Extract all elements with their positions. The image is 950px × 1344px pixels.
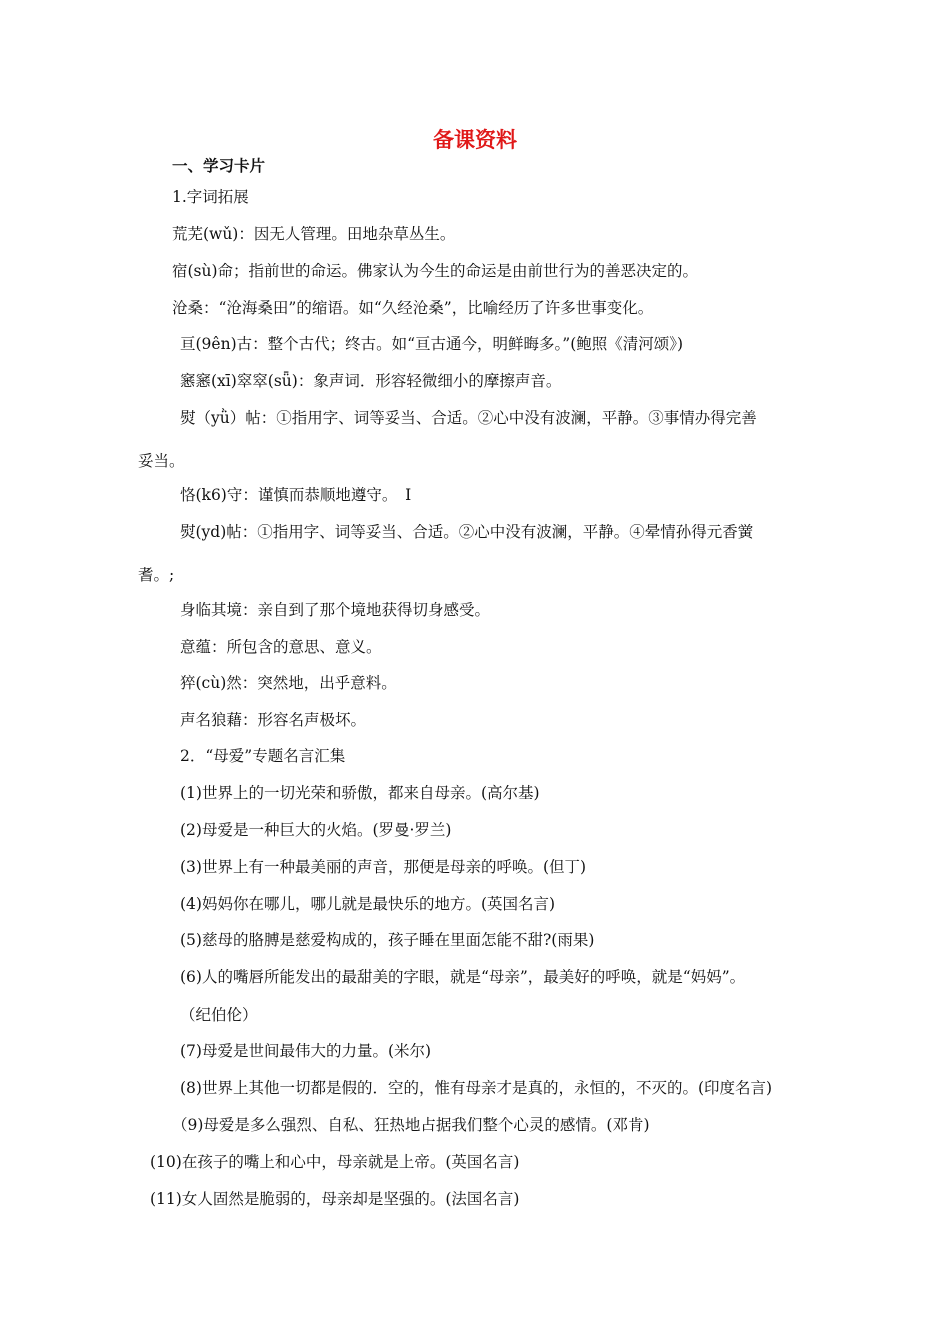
text-line: (5)慈母的胳膊是慈爱构成的，孩子睡在里面怎能不甜?(雨果): [180, 931, 595, 949]
text-line: 猝(cù)然：突然地，出乎意料。: [180, 674, 397, 692]
text-line: 熨（yǜ）帖：①指用字、词等妥当、合适。②心中没有波澜，平静。③事情办得完善: [180, 409, 757, 427]
text-line: 1.字词拓展: [172, 188, 249, 206]
page-title: 备课资料: [433, 128, 517, 152]
section-heading: 一、学习卡片: [172, 157, 266, 175]
text-line: (10)在孩子的嘴上和心中，母亲就是上帝。(英国名言): [150, 1153, 520, 1171]
text-line: 恪(k6)守：谨慎而恭顺地遵守。 I: [180, 486, 412, 504]
text-line: (8)世界上其他一切都是假的．空的，惟有母亲才是真的，永恒的，不灭的。(印度名言): [180, 1079, 773, 1097]
text-line: (11)女人固然是脆弱的，母亲却是坚强的。(法国名言): [150, 1190, 520, 1208]
text-line: (3)世界上有一种最美丽的声音，那便是母亲的呼唤。(但丁): [180, 858, 587, 876]
text-line: 宿(sù)命；指前世的命运。佛家认为今生的命运是由前世行为的善恶决定的。: [172, 262, 699, 280]
text-line: 窸窸(xī)窣窣(sǖ)：象声词．形容轻微细小的摩擦声音。: [180, 372, 562, 390]
text-line: (4)妈妈你在哪儿，哪儿就是最快乐的地方。(英国名言): [180, 895, 556, 913]
text-line: 亘(9ên)古：整个古代；终古。如“亘古通今，明鲜晦多。”(鲍照《清河颂》): [180, 335, 684, 353]
text-line: 2．“母爱”专题名言汇集: [180, 747, 346, 765]
text-line: 意蕴：所包含的意思、意义。: [180, 638, 382, 656]
text-line: 声名狼藉：形容名声极坏。: [180, 711, 367, 729]
text-line: 熨(yd)帖：①指用字、词等妥当、合适。②心中没有波澜，平静。④晕情孙得元香黉: [180, 523, 754, 541]
text-line: （9)母爱是多么强烈、自私、狂热地占据我们整个心灵的感情。(邓肯): [172, 1116, 650, 1134]
text-line: 身临其境：亲自到了那个境地获得切身感受。: [180, 601, 491, 619]
text-line: 沧桑：“沧海桑田”的缩语。如“久经沧桑”，比喻经历了许多世事变化。: [172, 299, 654, 317]
text-line: （纪伯伦）: [180, 1006, 258, 1024]
text-line: 妥当。: [138, 452, 185, 470]
text-line: 荒芜(wǔ)：因无人管理。田地杂草丛生。: [172, 225, 456, 243]
text-line: 耆。;: [138, 566, 175, 584]
text-line: (7)母爱是世间最伟大的力量。(米尔): [180, 1042, 432, 1060]
text-line: (1)世界上的一切光荣和骄傲，都来自母亲。(高尔基): [180, 784, 540, 802]
text-line: (2)母爱是一种巨大的火焰。(罗曼·罗兰): [180, 821, 452, 839]
text-line: (6)人的嘴唇所能发出的最甜美的字眼，就是“母亲”，最美好的呼唤，就是“妈妈”。: [180, 968, 746, 986]
